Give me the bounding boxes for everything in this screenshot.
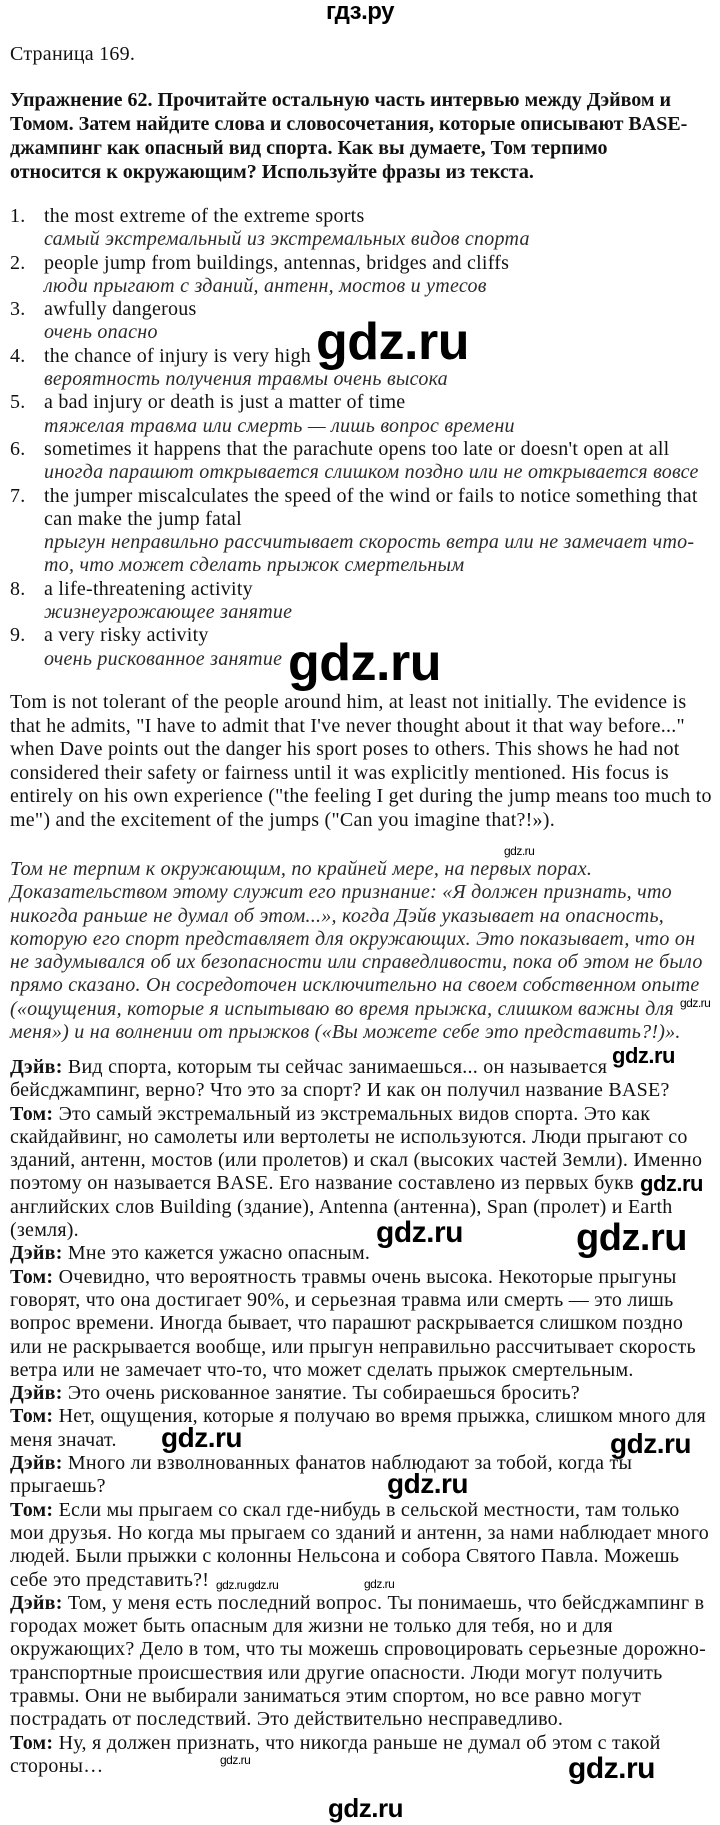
dialogue-line: окружающих? Дело в том, что ты можешь спровоцировать серьезные дорожно- xyxy=(10,1638,707,1661)
site-header-watermark: гдз.ру xyxy=(326,0,394,25)
paragraph-line: не задумывался об их безопасности или справедливости, пока об этом не было xyxy=(10,951,703,974)
list-item-english: awfully dangerous xyxy=(44,298,197,321)
watermark: gdz.ru xyxy=(504,844,535,858)
dialogue-line: английских слов Building (здание), Antenna (антенна), Span (пролет) и Earth xyxy=(10,1195,673,1218)
dialogue-line: или не раскрывается вообще, или прыгун неправильно рассчитывает скорость xyxy=(10,1335,696,1358)
dialogue-turn xyxy=(10,1266,714,1382)
speaker-name: Том: xyxy=(10,1405,54,1428)
dialogue-line: зданий, антенн, мостов (или пролетов) и скал (высоких частей Земли). Именно xyxy=(10,1149,703,1172)
dialogue-line: транспортные происшествия или другие опасности. Люди могут получить xyxy=(10,1661,663,1684)
dialogue-line: меня значат. xyxy=(10,1428,117,1451)
exercise-heading xyxy=(10,88,714,184)
watermark: gdz.ru xyxy=(220,1753,251,1767)
list-item-number: 5. xyxy=(10,391,26,414)
list-item-russian: жизнеугрожающее занятие xyxy=(44,601,293,624)
list-item-english: the most extreme of the extreme sports xyxy=(44,205,365,227)
watermark: gdz.ru xyxy=(161,1422,242,1453)
speaker-name: Дэйв: xyxy=(10,1382,63,1405)
list-item-russian: прыгун неправильно рассчитывает скорость ветра или не замечает что- xyxy=(44,531,695,554)
watermark: gdz.ru xyxy=(376,1216,463,1249)
list-item-russian: самый экстремальный из экстремальных видов спорта xyxy=(44,228,530,251)
dialogue-line: скайдайвинг, но самолеты или вертолеты не используются. Люди прыгают со xyxy=(10,1125,688,1148)
dialogue-line: людей. Были прыжки с колонны Нельсона и собора Святого Павла. Можешь xyxy=(10,1545,680,1568)
dialogue-line: поэтому он называется BASE. Его название составлено из первых букв xyxy=(10,1172,634,1195)
list-item-russian: очень рискованное занятие xyxy=(44,647,283,670)
list-item-number: 9. xyxy=(10,624,26,647)
list-item-number: 1. xyxy=(10,205,26,227)
watermark: gdz.ru xyxy=(364,1577,395,1591)
dialogue-line: пострадать от последствий. Это действительно несправедливо. xyxy=(10,1708,564,1731)
dialogue-line xyxy=(10,1592,714,1615)
paragraph-line: considered their safety or fairness until it was explicitly mentioned. His focus is xyxy=(10,761,669,784)
list-item-russian: очень опасно xyxy=(44,321,158,344)
dialogue-line xyxy=(10,1103,714,1126)
list-item-english: the jumper miscalculates the speed of the wind or fails to notice something that xyxy=(44,484,698,507)
dialogue-line: прыгаешь? xyxy=(10,1475,106,1498)
dialogue-line: ветра или не замечает что-то, что может сделать прыжок смертельным. xyxy=(10,1358,634,1381)
watermark: gdz.ru xyxy=(610,1428,691,1459)
dialogue-line xyxy=(10,1452,714,1475)
dialogue-line: бейсджампинг, верно? Что это за спорт? И как он получил название BASE? xyxy=(10,1079,670,1102)
speaker-name: Дэйв: xyxy=(10,1452,63,1475)
heading-line: относится к окружающим? Используйте фразы из текста. xyxy=(10,161,534,183)
dialogue-turn xyxy=(10,1452,714,1499)
list-item-russian: иногда парашют открывается слишком поздно или не открывается вовсе xyxy=(44,461,699,484)
answer-english xyxy=(10,691,714,833)
paragraph-line: Доказательством этому служит его признание: «Я должен признать, что xyxy=(10,881,672,904)
dialogue-text: Это самый экстремальный из экстремальных видов спорта. Это как xyxy=(53,1102,651,1125)
dialogue-line xyxy=(10,1382,714,1405)
page-label: Страница 169. xyxy=(10,43,136,65)
list-item xyxy=(10,391,714,438)
dialogue-turn xyxy=(10,1499,714,1592)
dialogue-text: Том, у меня есть последний вопрос. Ты понимаешь, что бейсджампинг в xyxy=(62,1591,705,1614)
watermark: gdz.ru xyxy=(216,1578,247,1592)
list-item xyxy=(10,578,714,625)
dialogue-line xyxy=(10,1056,714,1079)
paragraph-line: entirely on his own experience ("the feeling I get during the jump means too much to xyxy=(10,785,712,808)
heading-line: Упражнение 62. Прочитайте остальную часть интервью между Дэйвом и xyxy=(10,89,672,111)
list-item-english: a bad injury or death is just a matter of time xyxy=(44,391,406,414)
heading-line: Томом. Затем найдите слова и словосочетания, которые описывают BASE- xyxy=(10,113,688,135)
watermark: gdz.ru xyxy=(612,1043,675,1068)
speaker-name: Том: xyxy=(10,1731,54,1754)
dialogue-text: Вид спорта, которым ты сейчас занимаешься... он называется xyxy=(62,1056,608,1078)
dialogue-text: Это очень рискованное занятие. Ты собираешься бросить? xyxy=(62,1382,580,1405)
speaker-name: Том: xyxy=(10,1498,54,1521)
list-item-number: 8. xyxy=(10,577,26,600)
list-item-english: a very risky activity xyxy=(44,624,209,647)
list-item xyxy=(10,205,714,252)
dialogue-text: Мне это кажется ужасно опасным. xyxy=(62,1242,371,1265)
watermark: gdz.ru xyxy=(576,1217,687,1259)
answer-russian xyxy=(10,858,714,1044)
list-item xyxy=(10,438,714,485)
paragraph-line: that he admits, "I have to admit that I've never thought about it that way before..." xyxy=(10,714,685,737)
watermark: gdz.ru xyxy=(248,1578,279,1592)
list-item-russian: вероятность получения травмы очень высока xyxy=(44,368,448,391)
list-item-english: can make the jump fatal xyxy=(44,507,242,530)
list-item-english: the chance of injury is very high xyxy=(44,344,312,367)
list-item-english: a life-threatening activity xyxy=(44,577,253,600)
paragraph-line: меня») и на волнении от прыжков («Вы можете себе это представить?!)». xyxy=(10,1021,681,1044)
paragraph-line: которую его спорт представляет для окружающих. Это показывает, что он xyxy=(10,927,696,950)
watermark: gdz.ru xyxy=(640,1171,703,1196)
dialogue-line: вопрос времени. Иногда бывает, что парашют раскрывается слишком поздно xyxy=(10,1312,684,1335)
dialogue-line: (земля). xyxy=(10,1219,79,1242)
dialogue-line: травмы. Они не выбирали заниматься этим спортом, но все равно могут xyxy=(10,1685,642,1708)
list-item-number: 2. xyxy=(10,251,26,274)
dialogue-line: стороны… xyxy=(10,1754,104,1777)
watermark: gdz.ru xyxy=(288,634,441,692)
watermark: gdz.ru xyxy=(387,1468,468,1499)
watermark: gdz.ru xyxy=(680,996,711,1010)
dialogue-text: Много ли взволнованных фанатов наблюдают за тобой, когда ты xyxy=(62,1452,633,1475)
list-item-number: 4. xyxy=(10,344,26,367)
heading-line: джампинг как опасный вид спорта. Как вы думаете, Том терпимо xyxy=(10,137,608,159)
dialogue-line: городах может быть опасным для жизни не только для тебя, но и для xyxy=(10,1615,613,1638)
speaker-name: Том: xyxy=(10,1102,54,1125)
list-item-russian: то, что может сделать прыжок смертельным xyxy=(44,554,465,577)
paragraph-line: («ощущения, которые я испытываю во время прыжка, слишком важны для xyxy=(10,997,674,1020)
dialogue-line: мои друзья. Но когда мы прыгаем со зданий и антенн, за нами наблюдает много xyxy=(10,1521,709,1544)
dialogue-line: себе это представить?! xyxy=(10,1568,210,1591)
watermark: gdz.ru xyxy=(328,1793,403,1823)
list-item-number: 6. xyxy=(10,437,26,460)
dialogue-line xyxy=(10,1266,714,1289)
paragraph-line: me") and the excitement of the jumps ("Can you imagine that?!»). xyxy=(10,808,555,831)
watermark: gdz.ru xyxy=(316,313,469,371)
dialogue-turn xyxy=(10,1056,714,1103)
speaker-name: Дэйв: xyxy=(10,1591,63,1614)
list-item-number: 3. xyxy=(10,298,26,321)
dialogue-line xyxy=(10,1499,714,1522)
list-item-english: sometimes it happens that the parachute opens too late or doesn't open at all xyxy=(44,437,670,460)
paragraph-line: when Dave points out the danger his sport poses to others. This shows he had not xyxy=(10,738,680,761)
dialogue-line xyxy=(10,1405,714,1428)
dialogue-line: говорят, что она достигает 90%, и серьезная травма или смерть — это лишь xyxy=(10,1288,674,1311)
paragraph-line: никогда раньше не думал об этом...», когда Дэйв указывает на опасность, xyxy=(10,904,665,927)
dialogue-text: Ну, я должен признать, что никогда раньше не думал об этом с такой xyxy=(53,1731,661,1754)
list-item xyxy=(10,485,714,578)
paragraph-line: прямо сказано. Он сосредоточен исключительно на своем собственном опыте xyxy=(10,974,700,997)
dialogue-text: Если мы прыгаем со скал где-нибудь в сельской местности, там только xyxy=(53,1498,680,1521)
dialogue-turn xyxy=(10,1592,714,1732)
speaker-name: Дэйв: xyxy=(10,1242,63,1265)
paragraph-line: Том не терпим к окружающим, по крайней мере, на первых порах. xyxy=(10,858,593,880)
watermark: gdz.ru xyxy=(568,1752,655,1785)
speaker-name: Дэйв: xyxy=(10,1056,63,1078)
paragraph-line: Tom is not tolerant of the people around him, at least not initially. The evidence is xyxy=(10,691,687,713)
list-item-russian: люди прыгают с зданий, антенн, мостов и утесов xyxy=(44,274,487,297)
dialogue-turn xyxy=(10,1405,714,1452)
dialogue-text: Нет, ощущения, которые я получаю во время прыжка, слишком много для xyxy=(53,1405,706,1428)
list-item-number: 7. xyxy=(10,484,26,507)
list-item-english: people jump from buildings, antennas, bridges and cliffs xyxy=(44,251,510,274)
answer-list xyxy=(10,205,714,671)
speaker-name: Том: xyxy=(10,1265,54,1288)
dialogue-text: Очевидно, что вероятность травмы очень высока. Некоторые прыгуны xyxy=(53,1265,677,1288)
list-item-russian: тяжелая травма или смерть — лишь вопрос времени xyxy=(44,414,515,437)
dialogue-translation xyxy=(10,1056,714,1778)
list-item xyxy=(10,252,714,299)
dialogue-turn xyxy=(10,1382,714,1405)
